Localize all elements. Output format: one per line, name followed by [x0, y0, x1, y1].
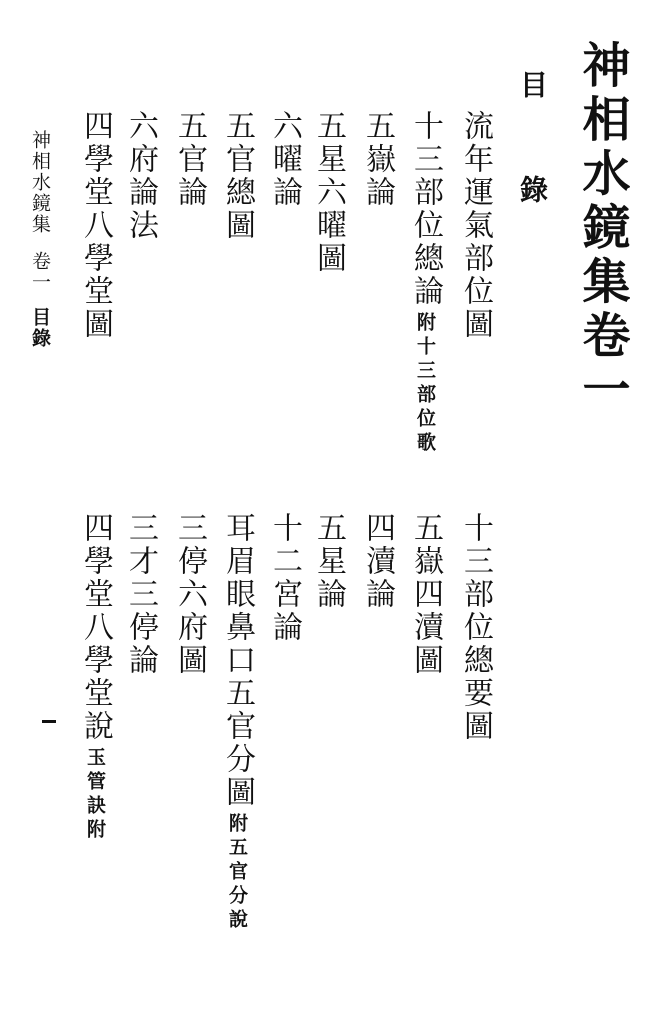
toc-entry-text: 四瀆論: [360, 512, 395, 611]
toc-entry: [172, 110, 207, 209]
toc-entry: [220, 512, 255, 933]
toc-entry: [311, 110, 346, 275]
toc-entry: [408, 110, 443, 456]
toc-entry-text: 十三部位總論: [408, 110, 443, 308]
toc-entry-text: 五嶽四瀆圖: [408, 512, 443, 677]
toc-entry: [78, 110, 113, 341]
footer-book-name: 神相水鏡集: [29, 130, 51, 235]
toc-entry-text: 五星六曜圖: [311, 110, 346, 275]
toc-entry: [123, 110, 158, 242]
toc-entry-text: 四學堂八學堂圖: [78, 110, 113, 341]
toc-entry-text: 流年運氣部位圖: [458, 110, 493, 341]
toc-entry-text: 五官總圖: [220, 110, 255, 242]
toc-entry-text: 十三部位總要圖: [458, 512, 493, 743]
toc-entry: [458, 110, 493, 341]
toc-entry: [220, 110, 255, 242]
toc-entry-text: 三才三停論: [123, 512, 158, 677]
toc-entry: [267, 110, 302, 209]
toc-entry: [311, 512, 346, 611]
toc-entry: [408, 512, 443, 677]
toc-entry: [360, 110, 395, 209]
toc-entry: [267, 512, 302, 644]
footer-section: 目錄: [29, 307, 51, 349]
toc-entry: [78, 512, 113, 843]
toc-entry-text: 五星論: [311, 512, 346, 611]
toc-heading: 目 錄: [516, 70, 549, 225]
margin-footer: [30, 130, 49, 349]
page-number: [42, 720, 56, 723]
toc-entry: [360, 512, 395, 611]
toc-entry-note: 附十三部位歌: [414, 312, 436, 456]
toc-entry-text: 三停六府圖: [172, 512, 207, 677]
book-title: 神相水鏡集卷一: [574, 40, 630, 418]
toc-entry-text: 五官論: [172, 110, 207, 209]
toc-entry-text: 六曜論: [267, 110, 302, 209]
toc-entry-note: 附五官分說: [226, 813, 248, 933]
toc-entry-text: 耳眉眼鼻口五官分圖: [220, 512, 255, 809]
toc-entry-text: 十二宮論: [267, 512, 302, 644]
toc-entry: [172, 512, 207, 677]
toc-entry-text: 六府論法: [123, 110, 158, 242]
toc-entry-text: 四學堂八學堂說: [78, 512, 113, 743]
footer-volume: 卷一: [29, 251, 51, 293]
toc-entry-text: 五嶽論: [360, 110, 395, 209]
toc-entry: [458, 512, 493, 743]
toc-entry-note: 玉管訣附: [84, 747, 106, 843]
toc-entry: [123, 512, 158, 677]
